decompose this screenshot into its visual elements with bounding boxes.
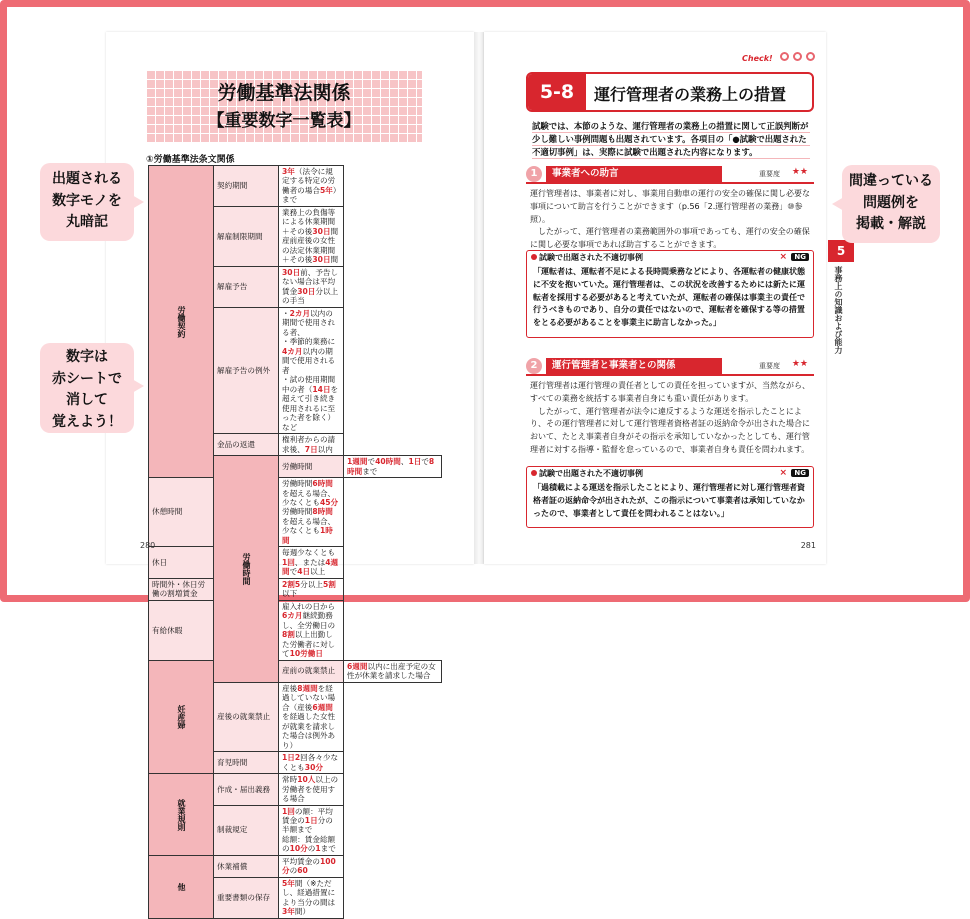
heading-2-label: 運行管理者と事業者との関係 bbox=[546, 358, 722, 374]
importance-label: 重要度 bbox=[759, 362, 780, 370]
right-page-number: 281 bbox=[800, 541, 816, 550]
table-item-label: 産前の就業禁止 bbox=[279, 660, 344, 682]
check-circle-icon bbox=[780, 52, 789, 61]
check-circle-icon bbox=[793, 52, 802, 61]
ng-example-text-1: 「運転者は、運転者不足による長時間乗務などにより、各運転者の健康状態に不安を抱いていた。運行管理者は、この状況を改善するためには新たに運転者を採用する必要があると考えていたが、運転者の確保は事業主の責任で行うべきものであり、自分の責任ではないので、運転者を確保する等の措置をとる必要があることを事業主に助言しなかった。」 bbox=[533, 267, 805, 328]
table-item-value: 平均賃金の100分の60 bbox=[279, 855, 344, 877]
table-item-value: 業務上の負傷等による休業期間＋その後30日間 産前産後の女性の法定休業期間＋その後30日間 bbox=[279, 206, 344, 266]
table-item-label: 休憩時間 bbox=[149, 478, 214, 547]
table-item-value: 30日前、予告しない場合は平均賃金30日分以上の手当 bbox=[279, 266, 344, 307]
table-row bbox=[149, 660, 442, 682]
table-item-value: 1日2回各々少なくとも30分 bbox=[279, 752, 344, 774]
heading-1-number: 1 bbox=[526, 166, 542, 182]
table-item-value: 毎週少なくとも1回、または4週間で4日以上 bbox=[279, 547, 344, 578]
cross-mark-icon: × bbox=[779, 468, 787, 478]
bullet-dot-icon bbox=[531, 254, 537, 260]
importance-stars: ★★ bbox=[791, 167, 808, 177]
importance-stars: ★★ bbox=[791, 359, 808, 369]
ng-badge: NG bbox=[791, 469, 809, 477]
ng-caption bbox=[531, 468, 643, 479]
table-item-value: 産後8週間を経過していない場合（産後6週間を経過した女性が就業を請求した場合は例外あり） bbox=[279, 682, 344, 751]
table-group-label: 労働契約 bbox=[149, 166, 214, 478]
table-item-label: 契約期間 bbox=[214, 166, 279, 207]
ng-example-box-2 bbox=[526, 466, 814, 528]
table-group-label: 労働時間 bbox=[214, 456, 279, 683]
paragraph-1: 運行管理者は、事業者に対し、事業用自動車の運行の安全の確保に関し必要な事項について助言を行うことができます（p.56「2.運行管理者の業務」⑩参照）。 したがって、運行管理者の業務範囲外の事項であっても、運行の安全の確保に関し必要な事項であれば助言することができます。 bbox=[530, 189, 810, 250]
table-row bbox=[149, 578, 442, 600]
table-item-label: 制裁規定 bbox=[214, 805, 279, 855]
table-row bbox=[149, 547, 442, 578]
callout-memorize: 出題される 数字モノを 丸暗記 bbox=[40, 163, 134, 241]
heading-2-number: 2 bbox=[526, 358, 542, 374]
ng-caption-text: 試験で出題された不適切事例 bbox=[539, 469, 643, 478]
ng-caption bbox=[531, 252, 643, 263]
bullet-dot-icon bbox=[531, 470, 537, 476]
left-page-title-block bbox=[146, 70, 422, 142]
importance-label: 重要度 bbox=[759, 170, 780, 178]
check-circle-icon bbox=[806, 52, 815, 61]
table-item-label: 産後の就業禁止 bbox=[214, 682, 279, 751]
callout-wrong-examples: 間違っている 問題例を 掲載・解説 bbox=[842, 165, 940, 243]
table-item-label: 作成・届出義務 bbox=[214, 774, 279, 805]
ng-badge: NG bbox=[791, 253, 809, 261]
section-number: 5-8 bbox=[528, 74, 586, 110]
table-item-value: 権利者からの請求後、7日以内 bbox=[279, 434, 344, 456]
ng-caption-text: 試験で出題された不適切事例 bbox=[539, 253, 643, 262]
heading-1-label: 事業者への助言 bbox=[546, 166, 722, 182]
table-item-value: 5年間（※ただし、経過措置により当分の間は3年間） bbox=[279, 877, 344, 918]
ng-example-box-1 bbox=[526, 250, 814, 338]
section-title-box bbox=[526, 72, 814, 112]
table-row bbox=[149, 478, 442, 547]
table-item-label: 休日 bbox=[149, 547, 214, 578]
table-item-value: 1週間で40時間、1日で8時間まで bbox=[344, 456, 442, 478]
table-item-label: 労働時間 bbox=[279, 456, 344, 478]
table-item-label: 解雇予告の例外 bbox=[214, 307, 279, 433]
heading-1 bbox=[526, 166, 814, 184]
table-item-value: 労働時間6時間を超える場合、少なくとも45分 労働時間8時間を超える場合、少なくとも1時間 bbox=[279, 478, 344, 547]
table-item-value: ・2カ月以内の期間で使用される者、 ・季節的業務に4カ月以内の期間で使用される者 ・試の使用期間中の者（14日を超えて引き続き使用されるに至った者を除く）など bbox=[279, 307, 344, 433]
table-item-label: 重要書類の保存 bbox=[214, 877, 279, 918]
intro-text: 試験では、本節のような、運行管理者の業務上の措置に関して正誤判断が少し難しい事例問題も出題されています。各項目の「●試験で出題された不適切事例」は、実際に試験で出題された内容になります。 bbox=[532, 120, 810, 159]
chapter-tab-text: 事務上の知識および能力 bbox=[834, 266, 843, 354]
table-item-label: 有給休暇 bbox=[149, 600, 214, 660]
table-item-value: 2割5分以上5割以下 bbox=[279, 578, 344, 600]
chapter-tab bbox=[828, 240, 854, 380]
table-item-label: 金品の返還 bbox=[214, 434, 279, 456]
section-label: ①労働基準法条文関係 bbox=[146, 155, 235, 165]
table-item-label: 育児時間 bbox=[214, 752, 279, 774]
table-item-value: 常時10人以上の労働者を使用する場合 bbox=[279, 774, 344, 805]
left-page bbox=[106, 32, 474, 917]
law-numbers-table bbox=[148, 165, 442, 919]
table-item-label: 解雇制限期間 bbox=[214, 206, 279, 266]
left-page-number: 280 bbox=[140, 541, 156, 550]
left-page-title: 労働基準法関係 bbox=[217, 82, 351, 104]
table-row bbox=[149, 166, 442, 207]
table-item-value: 6週間以内に出産予定の女性が休業を請求した場合 bbox=[344, 660, 442, 682]
ng-example-text-2: 「過積載による運送を指示したことにより、運行管理者に対し運行管理者資格者証の返納命令が出されたが、この指示について事業者は承知していなかったので、事業者として責任を問われることはない。」 bbox=[533, 483, 805, 518]
cross-mark-icon: × bbox=[779, 252, 787, 262]
book-spine bbox=[474, 32, 484, 564]
callout-red-sheet: 数字は 赤シートで 消して 覚えよう！ bbox=[40, 343, 134, 433]
table-group-label: 就業規則 bbox=[149, 774, 214, 856]
section-title: 運行管理者の業務上の措置 bbox=[594, 85, 787, 104]
chapter-tab-number: 5 bbox=[828, 240, 854, 262]
table-row bbox=[149, 855, 442, 877]
heading-2 bbox=[526, 358, 814, 376]
table-item-value: 3年（法令に規定する特定の労働者の場合5年）まで bbox=[279, 166, 344, 207]
table-item-label: 休業補償 bbox=[214, 855, 279, 877]
table-item-label: 解雇予告 bbox=[214, 266, 279, 307]
table-item-value: 1回の額：平均賃金の1日分の半額まで 総額：賃金総額の10分の1まで bbox=[279, 805, 344, 855]
left-page-subtitle: 【重要数字一覧表】 bbox=[207, 111, 361, 131]
table-group-label: 妊産婦 bbox=[149, 660, 214, 773]
right-page bbox=[484, 32, 826, 564]
table-item-value: 雇入れの日から6カ月継続勤務し、全労働日の8割以上出勤した労働者に対して10労働日 bbox=[279, 600, 344, 660]
paragraph-2: 運行管理者は運行管理の責任者としての責任を担っていますが、当然ながら、すべての業務を統括する事業者自身にも重い責任があります。 したがって、運行管理者が法令に違反するような運送を指示したことにより、その運行管理者に対して運行管理者資格者証の返納命令が出された場合において、たとえ事業者自身がその指示を承知していなかったとしても、運行管理者に対する指導・監督を怠っているので、事業者自身も責任を問われます。 bbox=[530, 381, 810, 454]
table-item-label: 時間外・休日労働の割増賃金 bbox=[149, 578, 214, 600]
check-label: Check! bbox=[742, 54, 773, 63]
table-group-label: 他 bbox=[149, 855, 214, 918]
table-row bbox=[149, 600, 442, 660]
table-row bbox=[149, 774, 442, 805]
